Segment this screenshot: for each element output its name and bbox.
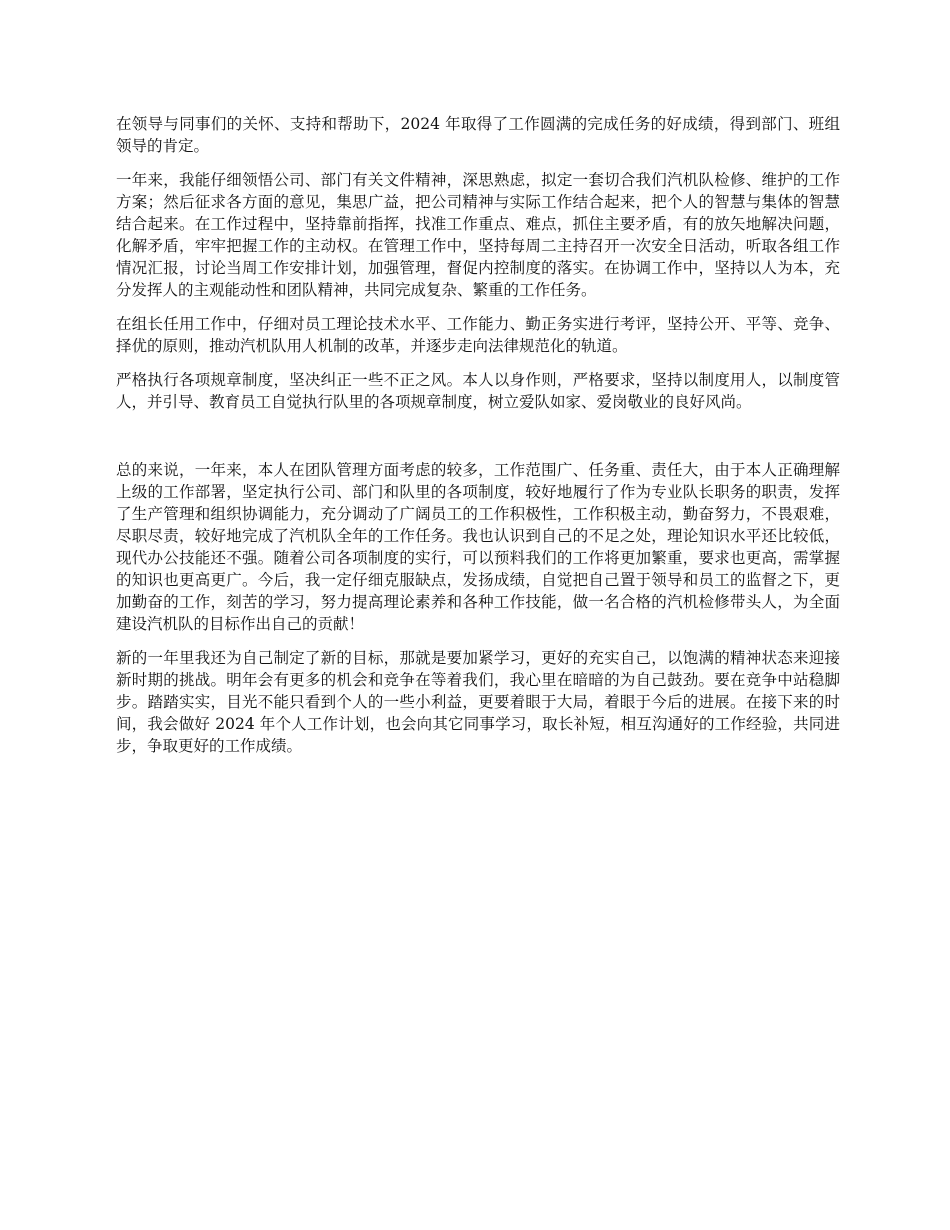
document-body bbox=[116, 113, 840, 769]
paragraph-rules-enforcement: 严格执行各项规章制度，坚决纠正一些不正之风。本人以身作则，严格要求，坚持以制度用人，以制度管人，并引导、教育员工自觉执行队里的各项规章制度，树立爱队如家、爱岗敬业的良好风尚。 bbox=[116, 371, 840, 411]
paragraph-summary: 总的来说，一年来，本人在团队管理方面考虑的较多，工作范围广、任务重、责任大，由于本人正确理解上级的工作部署，坚定执行公司、部门和队里的各项制度，较好地履行了作为专业队长职务的职责，发挥了生产管理和组织协调能力，充分调动了广阔员工的工作积极性，工作积极主动，勤奋努力，不畏艰难，尽职尽责，较好地完成了汽机队全年的工作任务。我也认识到自己的不足之处，理论知识水平还比较低，现代办公技能还不强。随着公司各项制度的实行，可以预料我们的工作将更加繁重，要求也更高，需掌握的知识也更高更广。今后，我一定仔细克服缺点，发扬成绩，自觉把自己置于领导和员工的监督之下，更加勤奋的工作，刻苦的学习，努力提高理论素养和各种工作技能，做一名合格的汽机检修带头人，为全面建设汽机队的目标作出自己的贡献！ bbox=[116, 461, 840, 633]
paragraph-new-year-goals: 新的一年里我还为自己制定了新的目标，那就是要加紧学习，更好的充实自己，以饱满的精神状态来迎接新时期的挑战。明年会有更多的机会和竞争在等着我们，我心里在暗暗的为自己鼓劲。要在竞争中站稳脚步。踏踏实实，目光不能只看到个人的一些小利益，更要着眼于大局，着眼于今后的进展。在接下来的时间，我会做好 2024 年个人工作计划，也会向其它同事学习，取长补短，相互沟通好的工作经验，共同进步，争取更好的工作成绩。 bbox=[116, 649, 840, 755]
paragraph-team-leader-appointment: 在组长任用工作中，仔细对员工理论技术水平、工作能力、勤正务实进行考评，坚持公开、平等、竞争、择优的原则，推动汽机队用人机制的改革，并逐步走向法律规范化的轨道。 bbox=[116, 315, 840, 355]
paragraph-intro: 在领导与同事们的关怀、支持和帮助下，2024 年取得了工作圆满的完成任务的好成绩，得到部门、班组领导的肯定。 bbox=[116, 115, 840, 155]
paragraph-work-approach: 一年来，我能仔细领悟公司、部门有关文件精神，深思熟虑，拟定一套切合我们汽机队检修、维护的工作方案；然后征求各方面的意见，集思广益，把公司精神与实际工作结合起来，把个人的智慧与集体的智慧结合起来。在工作过程中，坚持靠前指挥，找准工作重点、难点，抓住主要矛盾，有的放矢地解决问题，化解矛盾，牢牢把握工作的主动权。在管理工作中，坚持每周二主持召开一次安全日活动，听取各组工作情况汇报，讨论当周工作安排计划，加强管理，督促内控制度的落实。在协调工作中，坚持以人为本，充分发挥人的主观能动性和团队精神，共同完成复杂、繁重的工作任务。 bbox=[116, 171, 840, 299]
